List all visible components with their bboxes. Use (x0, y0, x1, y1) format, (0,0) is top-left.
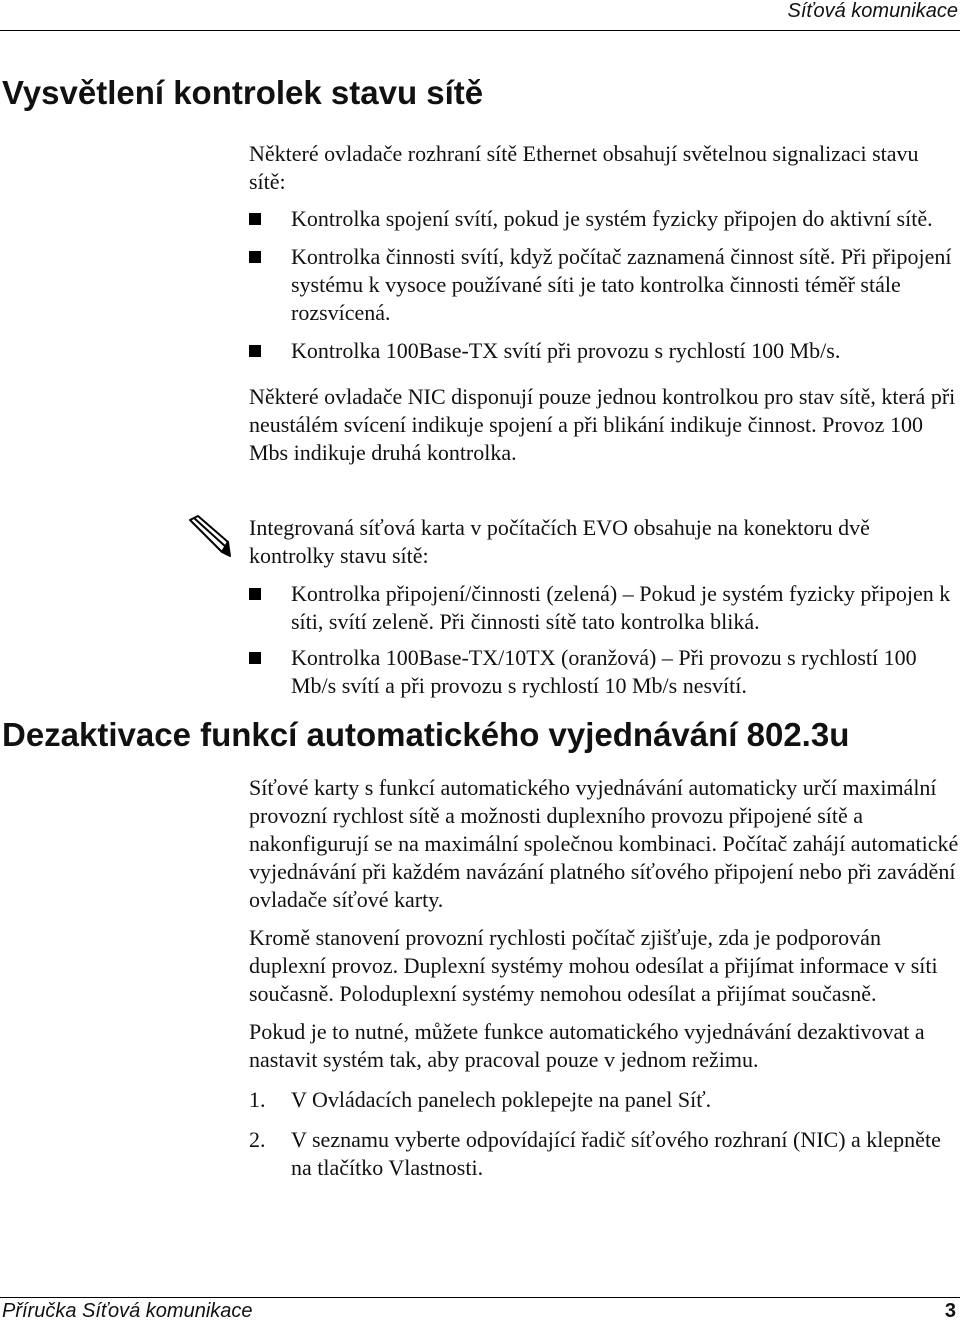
section1-intro-block (249, 140, 959, 467)
footer-doc-title: Příručka Síťová komunikace (2, 1300, 253, 1322)
note-list (249, 580, 959, 700)
running-header: Síťová komunikace (787, 0, 958, 22)
step-text: V Ovládacích panelech poklepejte na panel Síť. (291, 1087, 712, 1112)
note-text: Integrovaná síťová karta v počítačích EVO obsahuje na konektoru dvě kontrolky stavu sítě: (249, 515, 870, 568)
pencil-note-icon (184, 512, 232, 560)
steps-list (249, 1086, 959, 1182)
step-number: 2. (249, 1127, 266, 1152)
list-item: Kontrolka 100Base-TX svítí při provozu s rychlostí 100 Mb/s. (249, 337, 959, 365)
status-lights-list (249, 205, 959, 365)
paragraph: Kromě stanovení provozní rychlosti počítač zjišťuje, zda je podporován duplexní provoz. Duplexní systémy mohou odesílat a přijímat informace v síti současně. Poloduplexní systémy nemohou odesílat a přijímat současně. (249, 925, 938, 1006)
section-title-status-lights: Vysvětlení kontrolek stavu sítě (2, 74, 484, 111)
section2-body (249, 774, 959, 1182)
note-block (249, 514, 959, 700)
footer-rule (0, 1297, 960, 1298)
step-item (249, 1086, 959, 1114)
intro-paragraph: Některé ovladače rozhraní sítě Ethernet obsahují světelnou signalizaci stavu sítě: (249, 141, 919, 194)
header-rule (0, 30, 960, 31)
list-item: Kontrolka připojení/činnosti (zelená) – Pokud je systém fyzicky připojen k síti, svítí zeleně. Při činnosti sítě tato kontrolka bliká. (249, 580, 959, 636)
list-item: Kontrolka činnosti svítí, když počítač zaznamená činnost sítě. Při připojení systému k vysoce používané síti je tato kontrolka činnosti téměř stále rozsvícená. (249, 243, 959, 327)
step-item (249, 1126, 959, 1182)
list-item: Kontrolka spojení svítí, pokud je systém fyzicky připojen do aktivní sítě. (249, 205, 959, 233)
list-item: Kontrolka 100Base-TX/10TX (oranžová) – Při provozu s rychlostí 100 Mb/s svítí a při provozu s rychlostí 10 Mb/s nesvítí. (249, 644, 959, 700)
step-number: 1. (249, 1087, 266, 1112)
paragraph: Síťové karty s funkcí automatického vyjednávání automaticky určí maximální provozní rychlost sítě a možnosti duplexního provozu připojené sítě a nakonfigurují se na maximální společnou kombinaci. Počítač zahájí automatické vyjednávání při každém navázání platného síťového připojení nebo při zavádění ovladače síťové karty. (249, 775, 959, 912)
nic-paragraph: Některé ovladače NIC disponují pouze jednou kontrolkou pro stav sítě, která při neustálém svícení indikuje spojení a při blikání indikuje činnost. Provoz 100 Mbs indikuje druhá kontrolka. (249, 384, 956, 465)
paragraph: Pokud je to nutné, můžete funkce automatického vyjednávání dezaktivovat a nastavit systém tak, aby pracoval pouze v jednom režimu. (249, 1019, 925, 1072)
step-text: V seznamu vyberte odpovídající řadič síťového rozhraní (NIC) a klepněte na tlačítko Vlastnosti. (291, 1127, 941, 1180)
section-title-autonegotiation: Dezaktivace funkcí automatického vyjednávání 802.3u (2, 716, 850, 753)
page-number: 3 (944, 1300, 956, 1322)
